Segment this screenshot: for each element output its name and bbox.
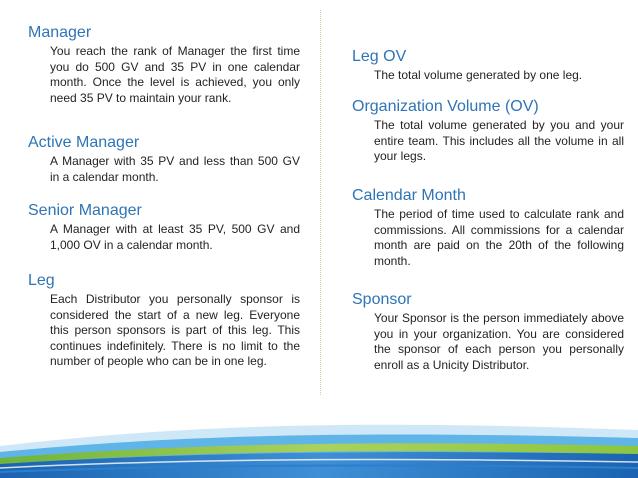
term-definition: You reach the rank of Manager the first time you do 500 GV and 35 PV in one calendar month. Once the level is achieved, you only need 35 PV to maintain your rank. xyxy=(50,44,300,105)
term-title: Leg OV xyxy=(352,48,407,65)
term-definition: A Manager with 35 PV and less than 500 GV in a calendar month. xyxy=(50,154,300,184)
term-title: Sponsor xyxy=(352,291,412,308)
term-leg-ov xyxy=(352,48,624,84)
term-leg xyxy=(28,272,300,370)
term-definition: Each Distributor you personally sponsor is considered the start of a new leg. Everyone this person sponsors is part of this leg. This continues indefinitely. There is no limit to the number of people who can be in one leg. xyxy=(50,292,300,368)
term-sponsor xyxy=(352,291,624,373)
term-title: Manager xyxy=(28,24,92,41)
term-title: Senior Manager xyxy=(28,202,142,219)
term-definition: The period of time used to calculate rank and commissions. All commissions for a calendar month are paid on the 20th of the following month. xyxy=(374,207,624,268)
term-title: Calendar Month xyxy=(352,187,466,204)
term-definition: A Manager with at least 35 PV, 500 GV and 1,000 OV in a calendar month. xyxy=(50,222,300,252)
term-definition: The total volume generated by you and your entire team. This includes all the volume in all your legs. xyxy=(374,118,624,163)
term-manager xyxy=(28,24,300,106)
term-calendar-month xyxy=(352,187,624,269)
term-senior-manager xyxy=(28,202,300,253)
term-title: Active Manager xyxy=(28,134,140,151)
term-definition: The total volume generated by one leg. xyxy=(374,68,583,82)
term-title: Organization Volume (OV) xyxy=(352,98,539,115)
term-active-manager xyxy=(28,134,300,185)
term-definition: Your Sponsor is the person immediately above you in your organization. You are considered the sponsor of each person you personally enroll as a Unicity Distributor. xyxy=(374,311,624,372)
term-title: Leg xyxy=(28,272,55,289)
column-divider xyxy=(320,10,321,395)
term-organization-volume xyxy=(352,98,624,165)
decorative-wave-band xyxy=(0,408,638,478)
